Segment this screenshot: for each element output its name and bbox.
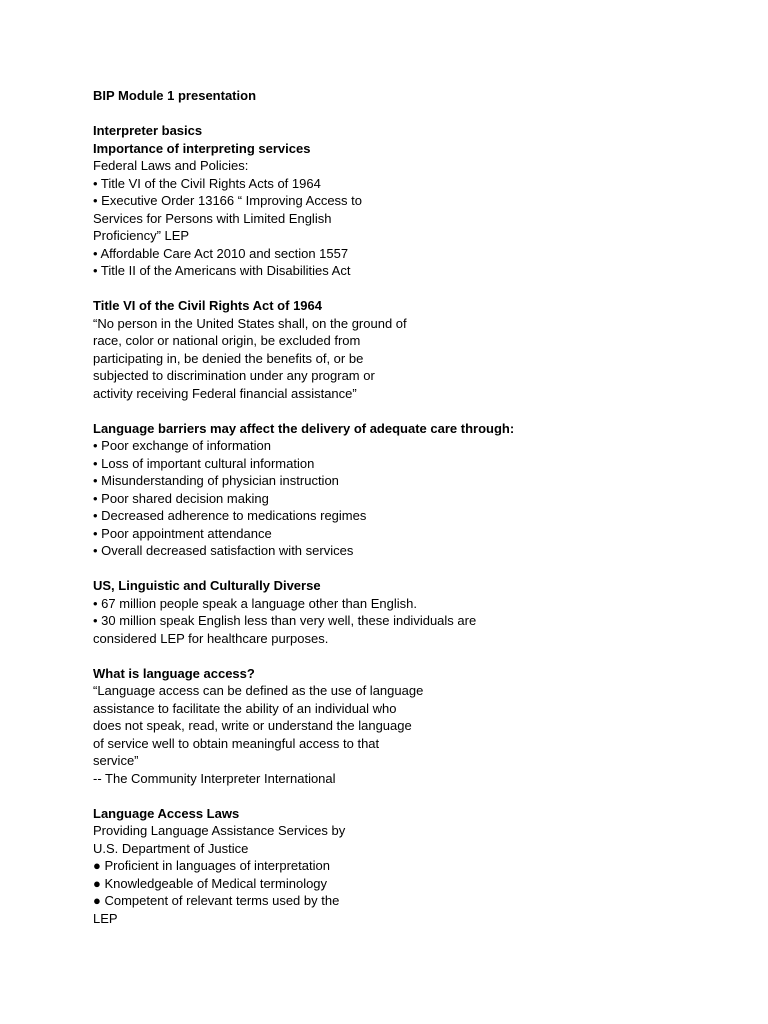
- document-page: [93, 87, 713, 927]
- section-heading: Language barriers may affect the delivery of adequate care through:: [93, 420, 515, 436]
- document-title: BIP Module 1 presentation: [93, 88, 257, 103]
- bullet-item: • Loss of important cultural information: [93, 455, 315, 471]
- text-line: Providing Language Assistance Services by: [93, 823, 346, 838]
- quote-line: subjected to discrimination under any program or: [93, 368, 375, 383]
- spacer: [93, 560, 713, 578]
- spacer: [93, 787, 713, 805]
- section-heading: US, Linguistic and Culturally Diverse: [93, 578, 321, 593]
- section-subheading: Importance of interpreting services: [93, 140, 311, 156]
- bullet-item: • Title VI of the Civil Rights Acts of 1964: [93, 175, 321, 191]
- bullet-item: ● Proficient in languages of interpretation: [93, 858, 330, 873]
- bullet-item: • Poor appointment attendance: [93, 525, 272, 541]
- bullet-item: • Executive Order 13166 “ Improving Access to: [93, 193, 363, 208]
- text-line: considered LEP for healthcare purposes.: [93, 630, 329, 646]
- bullet-item: • Affordable Care Act 2010 and section 1557: [93, 245, 349, 261]
- section-language-access-laws: [93, 805, 713, 928]
- section-language-barriers: [93, 420, 713, 560]
- quote-line: race, color or national origin, be excluded from: [93, 333, 361, 348]
- bullet-item: • Decreased adherence to medications regimes: [93, 508, 367, 523]
- section-heading: What is language access?: [93, 665, 255, 681]
- quote-line: of service well to obtain meaningful access to that: [93, 735, 380, 751]
- bullet-item: • Poor shared decision making: [93, 490, 269, 506]
- text-line: Services for Persons with Limited English: [93, 210, 332, 226]
- quote-line: assistance to facilitate the ability of an individual who: [93, 700, 397, 716]
- quote-line: “No person in the United States shall, on the ground of: [93, 315, 407, 331]
- spacer: [93, 402, 713, 420]
- bullet-item: ● Competent of relevant terms used by the: [93, 893, 340, 908]
- bullet-item: • Overall decreased satisfaction with services: [93, 543, 354, 558]
- text-line: U.S. Department of Justice: [93, 840, 249, 856]
- section-us-diverse: [93, 577, 713, 647]
- bullet-item: • Poor exchange of information: [93, 438, 271, 453]
- text-line: Federal Laws and Policies:: [93, 158, 249, 173]
- section-interpreter-basics: [93, 122, 713, 280]
- section-heading: Language Access Laws: [93, 805, 240, 821]
- text-line: Proficiency” LEP: [93, 228, 190, 243]
- text-line: LEP: [93, 910, 118, 926]
- section-heading: Interpreter basics: [93, 123, 203, 138]
- spacer: [93, 105, 713, 123]
- spacer: [93, 647, 713, 665]
- bullet-item: • 30 million speak English less than very well, these individuals are: [93, 613, 477, 628]
- quote-line: does not speak, read, write or understand the language: [93, 718, 412, 733]
- quote-line: activity receiving Federal financial assistance”: [93, 385, 357, 401]
- section-title-vi: [93, 297, 713, 402]
- spacer: [93, 280, 713, 298]
- section-language-access: [93, 665, 713, 788]
- bullet-item: • Title II of the Americans with Disabilities Act: [93, 263, 351, 278]
- section-heading: Title VI of the Civil Rights Act of 1964: [93, 298, 322, 313]
- bullet-item: • Misunderstanding of physician instruction: [93, 473, 339, 488]
- attribution-line: -- The Community Interpreter International: [93, 770, 336, 786]
- bullet-item: • 67 million people speak a language other than English.: [93, 595, 417, 611]
- quote-line: service”: [93, 753, 139, 768]
- quote-line: participating in, be denied the benefits of, or be: [93, 350, 364, 366]
- quote-line: “Language access can be defined as the use of language: [93, 683, 424, 698]
- bullet-item: ● Knowledgeable of Medical terminology: [93, 875, 328, 891]
